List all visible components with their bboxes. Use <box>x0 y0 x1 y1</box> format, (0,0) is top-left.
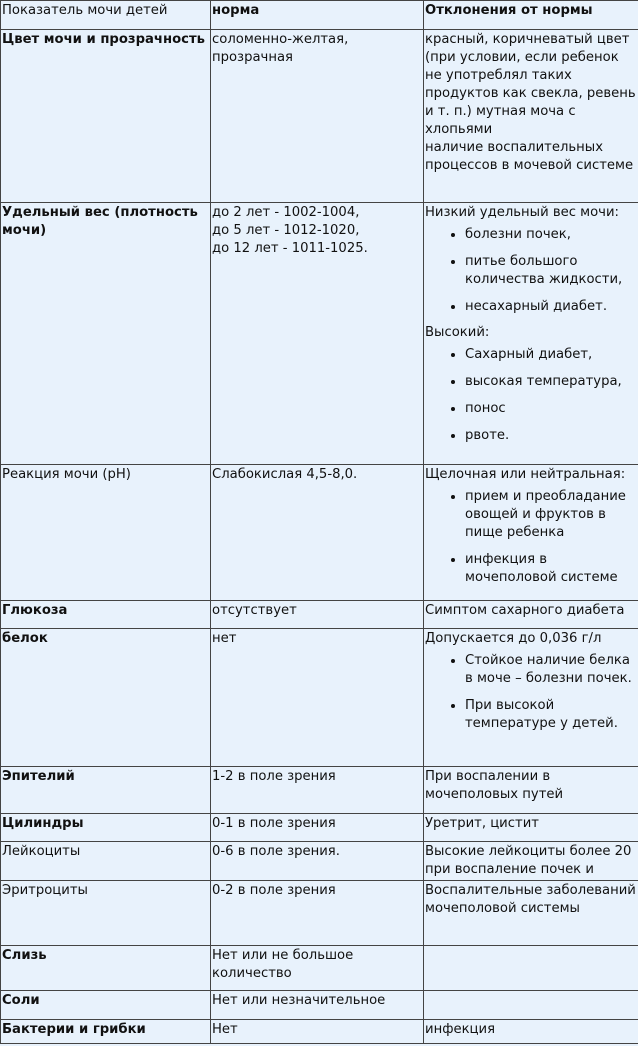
table-row <box>1 465 638 601</box>
row-deviation: инфекция <box>424 1020 638 1044</box>
row-deviation: Воспалительные заболеваний мочеполовой системы <box>424 881 638 946</box>
table-row <box>1 629 638 767</box>
row-indicator: Слизь <box>1 946 211 991</box>
table-row <box>1 814 638 842</box>
table-row <box>1 601 638 629</box>
deviation-intro: Щелочная или нейтральная: <box>425 467 626 482</box>
deviation-list <box>425 488 637 587</box>
deviation-list <box>425 226 637 316</box>
deviation-text: красный, коричневатый цвет (при условии, если ребенок не употреблял таких продуктов как свекла, ревень и т. п.) мутная моча с хлопьями <box>425 32 636 137</box>
table-row <box>1 991 638 1020</box>
deviation-text-2: наличие воспалительных процессов в мочевой системе <box>425 140 634 173</box>
row-norm: Нет или не большое количество <box>211 946 424 991</box>
list-item: • прием и преобладание овощей и фруктов в пище ребенка <box>465 488 637 542</box>
row-norm: нет <box>211 629 424 767</box>
table-row <box>1 30 638 203</box>
list-item: • питье большого количества жидкости, <box>465 253 637 289</box>
row-deviation <box>424 991 638 1020</box>
table-row <box>1 842 638 881</box>
row-norm: 0-1 в поле зрения <box>211 814 424 842</box>
list-item: • рвоте. <box>465 427 637 445</box>
row-deviation <box>424 465 638 601</box>
row-norm <box>211 203 424 465</box>
deviation-intro-2: Высокий: <box>425 325 490 340</box>
header-indicator: Показатель мочи детей <box>1 1 211 30</box>
row-indicator: Глюкоза <box>1 601 211 629</box>
table-row <box>1 881 638 946</box>
table-row <box>1 1020 638 1044</box>
row-indicator: Цилиндры <box>1 814 211 842</box>
deviation-intro: Низкий удельный вес мочи: <box>425 205 619 220</box>
list-item: • несахарный диабет. <box>465 298 637 316</box>
deviation-intro: Допускается до 0,036 г/л <box>425 631 602 646</box>
row-norm: 0-6 в поле зрения. <box>211 842 424 881</box>
row-deviation <box>424 203 638 465</box>
norm-line: до 2 лет - 1002-1004, <box>212 205 360 220</box>
table-row <box>1 203 638 465</box>
header-norm: норма <box>211 1 424 30</box>
row-norm: отсутствует <box>211 601 424 629</box>
row-indicator: Реакция мочи (pH) <box>1 465 211 601</box>
norm-line: до 12 лет - 1011-1025. <box>212 241 368 256</box>
row-indicator: Цвет мочи и прозрачность <box>1 30 211 203</box>
row-deviation: При воспалении в мочеполовых путей <box>424 767 638 814</box>
row-indicator: Эпителий <box>1 767 211 814</box>
row-indicator: белок <box>1 629 211 767</box>
list-item: • высокая температура, <box>465 373 637 391</box>
row-deviation: Уретрит, цистит <box>424 814 638 842</box>
deviation-list <box>425 652 637 733</box>
row-norm: Нет <box>211 1020 424 1044</box>
list-item: • инфекция в мочеполовой системе <box>465 551 637 587</box>
row-deviation <box>424 946 638 991</box>
list-item: • болезни почек, <box>465 226 637 244</box>
row-indicator: Эритроциты <box>1 881 211 946</box>
deviation-list-2 <box>425 346 637 445</box>
list-item: • понос <box>465 400 637 418</box>
row-indicator: Бактерии и грибки <box>1 1020 211 1044</box>
row-deviation: Высокие лейкоциты более 20 при воспаление почек и <box>424 842 638 881</box>
table-row <box>1 767 638 814</box>
row-indicator: Лейкоциты <box>1 842 211 881</box>
header-deviations: Отклонения от нормы <box>424 1 638 30</box>
norm-line: до 5 лет - 1012-1020, <box>212 223 360 238</box>
list-item: • Стойкое наличие белка в моче – болезни почек. <box>465 652 637 688</box>
list-item: • При высокой температуре у детей. <box>465 697 637 733</box>
row-indicator: Удельный вес (плотность мочи) <box>1 203 211 465</box>
row-indicator: Соли <box>1 991 211 1020</box>
table-header-row <box>1 1 638 30</box>
row-norm: 0-2 в поле зрения <box>211 881 424 946</box>
list-item: • Сахарный диабет, <box>465 346 637 364</box>
row-deviation <box>424 629 638 767</box>
table-row <box>1 946 638 991</box>
row-deviation <box>424 30 638 203</box>
row-norm: Слабокислая 4,5-8,0. <box>211 465 424 601</box>
row-norm: соломенно-желтая, прозрачная <box>211 30 424 203</box>
row-deviation: Симптом сахарного диабета <box>424 601 638 629</box>
row-norm: Нет или незначительное <box>211 991 424 1020</box>
row-norm: 1-2 в поле зрения <box>211 767 424 814</box>
